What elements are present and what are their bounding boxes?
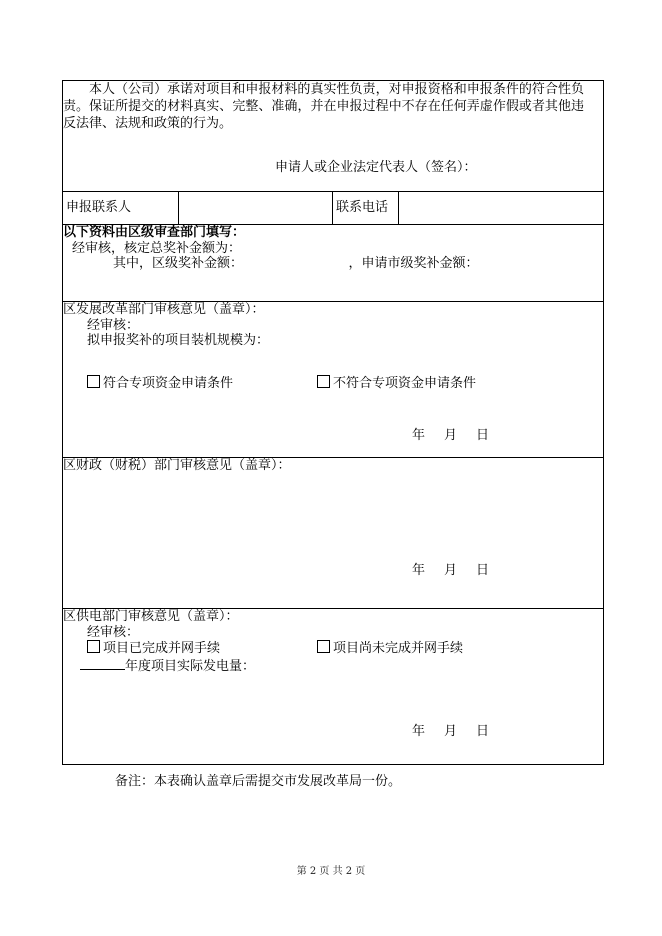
drc-date-line [412, 428, 489, 444]
finance-opinion-cell [63, 458, 604, 609]
contact-row [63, 192, 604, 225]
district-amount-label: 其中，区级奖补金额： [113, 256, 237, 271]
checkbox-icon [317, 640, 330, 653]
eligibility-options [87, 375, 603, 392]
commitment-cell [63, 81, 604, 192]
year-label: 年 [411, 427, 425, 443]
commitment-row [63, 81, 604, 192]
power-review-label: 经审核： [87, 624, 140, 640]
finance-date-line [412, 563, 489, 579]
drc-capacity-label: 拟申报奖补的项目装机规模为： [87, 333, 270, 348]
drc-title: 区发展改革部门审核意见（盖章）： [63, 302, 265, 317]
day-label: 日 [475, 427, 489, 443]
checkbox-eligible-option[interactable] [87, 375, 317, 392]
contact-phone-field[interactable] [399, 192, 604, 225]
checkbox-icon [87, 640, 100, 653]
district-review-heading: 以下资料由区级审查部门填写： [63, 225, 246, 240]
day-label: 日 [475, 723, 489, 739]
month-label: 月 [443, 427, 457, 443]
district-review-row [63, 225, 604, 302]
year-blank-field[interactable] [80, 657, 125, 670]
power-date-line [412, 724, 489, 740]
finance-opinion-row [63, 458, 604, 609]
signature-label: 申请人或企业法定代表人（签名）： [275, 160, 477, 175]
page-number-indicator: 第 2 页 共 2 页 [296, 866, 366, 877]
contact-phone-label: 联系电话 [333, 192, 399, 225]
application-form-table [62, 80, 604, 765]
checkbox-grid-done-option[interactable] [87, 640, 317, 657]
day-label: 日 [475, 562, 489, 578]
grid-connection-options [87, 640, 603, 657]
checkbox-grid-done-label: 项目已完成并网手续 [103, 641, 221, 656]
checkbox-grid-not-done-option[interactable] [317, 641, 463, 656]
power-opinion-cell [63, 609, 604, 765]
power-title: 区供电部门审核意见（盖章）： [63, 609, 239, 624]
generation-line [63, 657, 603, 675]
year-label: 年 [411, 562, 425, 578]
drc-opinion-cell [63, 302, 604, 458]
checkbox-eligible-label: 符合专项资金申请条件 [103, 375, 234, 391]
finance-title: 区财政（财税）部门审核意见（盖章）： [63, 458, 291, 473]
drc-opinion-row [63, 302, 604, 458]
approved-total-label: 经审核，核定总奖补金额为： [72, 240, 242, 256]
power-opinion-row [63, 609, 604, 765]
checkbox-not-eligible-label: 不符合专项资金申请条件 [333, 375, 477, 391]
city-amount-label: ，申请市级奖补金额： [348, 256, 479, 271]
contact-name-field[interactable] [179, 192, 333, 225]
generation-label: 年度项目实际发电量： [125, 658, 256, 674]
year-label: 年 [411, 723, 425, 739]
amount-split-line [113, 256, 603, 272]
checkbox-icon [87, 375, 100, 388]
month-label: 月 [443, 723, 457, 739]
remark-note: 备注：本表确认盖章后需提交市发展改革局一份。 [115, 774, 402, 789]
commitment-text: 本人（公司）承诺对项目和申报材料的真实性负责，对申报资格和申报条件的符合性负责。保证所提交的材料真实、完整、准确，并在申报过程中不存在任何弄虚作假或者其他违反法律、法规和政策的行为。 [63, 82, 584, 131]
contact-name-label: 申报联系人 [63, 192, 179, 225]
district-review-cell [63, 225, 604, 302]
checkbox-not-eligible-option[interactable] [317, 376, 476, 391]
drc-review-label: 经审核： [87, 317, 140, 333]
checkbox-grid-not-done-label: 项目尚未完成并网手续 [333, 641, 464, 656]
checkbox-icon [317, 375, 330, 388]
month-label: 月 [443, 562, 457, 578]
